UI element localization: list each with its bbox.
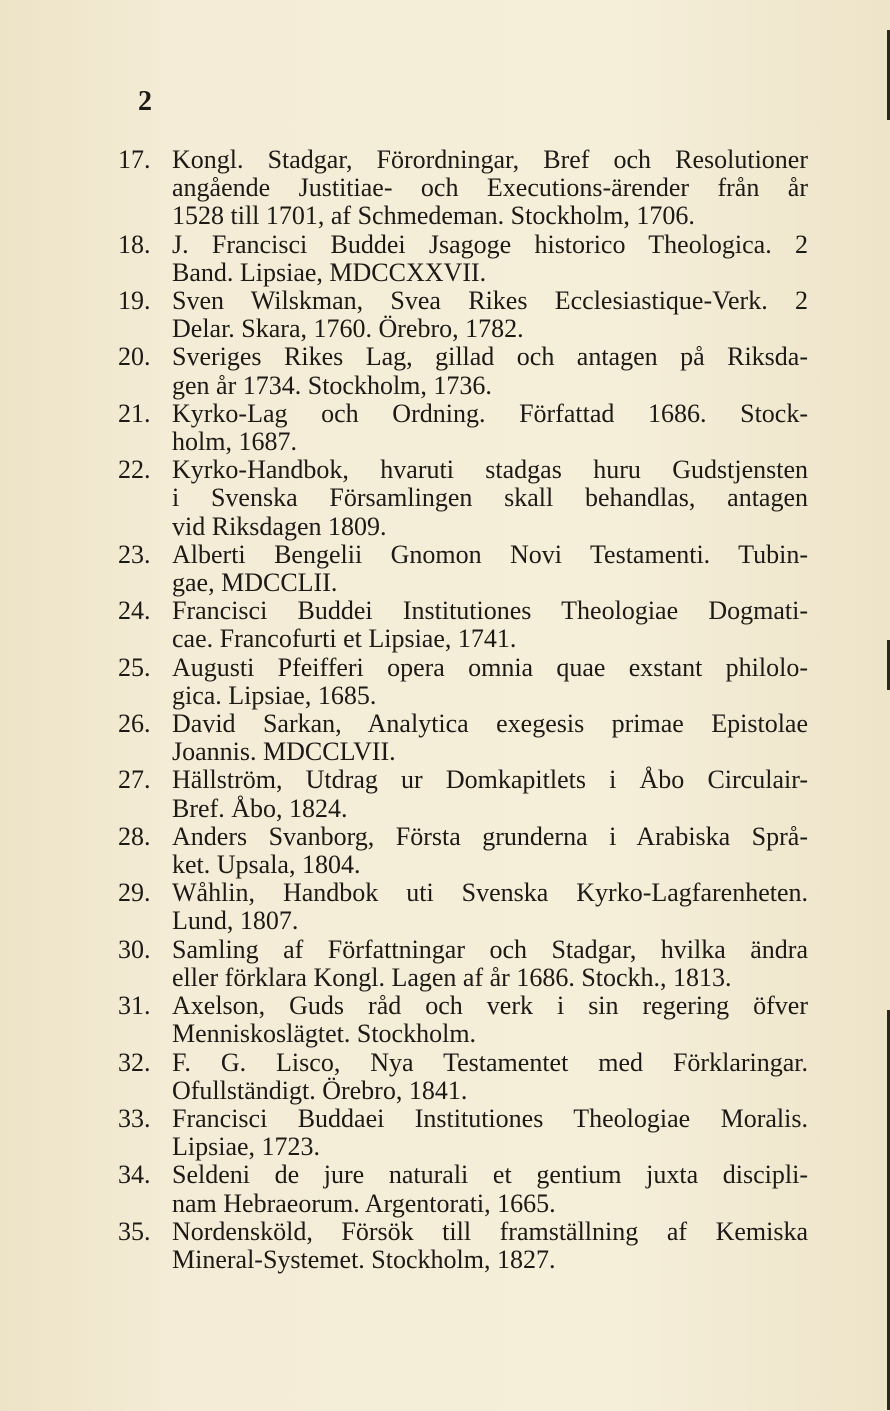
entry-text-line: Sveriges Rikes Lag, gillad och antagen på Riksda- [172, 342, 808, 372]
entry-text-line: Mineral-Systemet. Stockholm, 1827. [172, 1244, 556, 1274]
entry-text-line: Bref. Åbo, 1824. [172, 793, 348, 823]
entry-text-line: David Sarkan, Analytica exegesis primae Epistolae [172, 709, 808, 739]
entry-number: 34. [118, 1160, 151, 1190]
entry-number: 26. [118, 709, 151, 739]
entry-text-line: Augusti Pfeifferi opera omnia quae exstant philolo- [172, 652, 808, 682]
entry-text-line: Axelson, Guds råd och verk i sin regering öfver [172, 991, 808, 1021]
entry-number: 32. [118, 1047, 151, 1077]
entry-text-line: gae, MDCCLII. [172, 568, 338, 598]
entry-text-line: Kyrko-Lag och Ordning. Författad 1686. Stock- [172, 398, 808, 428]
entry-text-line: Joannis. MDCCLVII. [172, 737, 396, 767]
bibliography-entry [118, 343, 808, 399]
entry-text-line: i Svenska Församlingen skall behandlas, antagen [172, 483, 808, 513]
bibliography-entry [118, 400, 808, 456]
entry-text-line: ket. Upsala, 1804. [172, 850, 361, 880]
bibliography-entry [118, 992, 808, 1048]
entry-text-line: Lund, 1807. [172, 906, 299, 936]
entry-text-line: Francisci Buddaei Institutiones Theologiae Moralis. [172, 1103, 808, 1133]
bibliography-entry [118, 146, 808, 231]
entry-number: 18. [118, 229, 151, 259]
entry-text-line: Kyrko-Handbok, hvaruti stadgas huru Gudstjensten [172, 455, 808, 485]
bibliography-entry [118, 823, 808, 879]
entry-text-line: Francisci Buddei Institutiones Theologiae Dogmati- [172, 596, 808, 626]
entry-text-line: 1528 till 1701, af Schmedeman. Stockholm, 1706. [172, 201, 695, 231]
bibliography-entry [118, 1218, 808, 1274]
entry-number: 33. [118, 1103, 151, 1133]
entry-text-line: Delar. Skara, 1760. Örebro, 1782. [172, 314, 524, 344]
entry-text-line: Alberti Bengelii Gnomon Novi Testamenti. Tubin- [172, 539, 808, 569]
entry-text-line: F. G. Lisco, Nya Testamentet med Förklaringar. [172, 1047, 808, 1077]
bibliography-entry [118, 597, 808, 653]
entry-number: 19. [118, 286, 151, 316]
bibliography-entry [118, 1049, 808, 1105]
entry-number: 22. [118, 455, 151, 485]
entry-number: 28. [118, 821, 151, 851]
bibliography-entry [118, 879, 808, 935]
entry-text-line: Wåhlin, Handbok uti Svenska Kyrko-Lagfarenheten. [172, 878, 808, 908]
entry-text-line: Menniskoslägtet. Stockholm. [172, 1019, 477, 1049]
entry-text-line: J. Francisci Buddei Jsagoge historico Theologica. 2 [172, 229, 808, 259]
entry-text-line: Kongl. Stadgar, Förordningar, Bref och Resolutioner [172, 145, 808, 174]
entry-text-line: Hällström, Utdrag ur Domkapitlets i Åbo Circulair- [172, 765, 808, 795]
entry-text-line: vid Riksdagen 1809. [172, 511, 387, 541]
bibliography-entry [118, 541, 808, 597]
entry-text-line: gica. Lipsiae, 1685. [172, 680, 377, 710]
bibliography-entry [118, 710, 808, 766]
entry-text-line: Nordensköld, Försök till framställning af Kemiska [172, 1216, 808, 1246]
entry-number: 35. [118, 1216, 151, 1246]
bibliography-entry [118, 766, 808, 822]
entry-text-line: Band. Lipsiae, MDCCXXVII. [172, 257, 487, 287]
entry-number: 17. [118, 145, 151, 174]
entry-text-line: Lipsiae, 1723. [172, 1132, 321, 1162]
entry-text-line: Anders Svanborg, Första grunderna i Arabiska Språ- [172, 821, 808, 851]
entry-number: 31. [118, 991, 151, 1021]
entry-number: 21. [118, 398, 151, 428]
entry-number: 20. [118, 342, 151, 372]
entry-text-line: Samling af Författningar och Stadgar, hvilka ändra [172, 934, 808, 964]
bibliography-entry [118, 1105, 808, 1161]
entry-text-line: holm, 1687. [172, 427, 297, 457]
bibliography-entry [118, 1161, 808, 1217]
entry-text-line: Sven Wilskman, Svea Rikes Ecclesiastique-Verk. 2 [172, 286, 808, 316]
entry-number: 29. [118, 878, 151, 908]
bibliography-entry [118, 654, 808, 710]
entry-number: 25. [118, 652, 151, 682]
entry-text-line: nam Hebraeorum. Argentorati, 1665. [172, 1188, 556, 1218]
entry-text-line: cae. Francofurti et Lipsiae, 1741. [172, 624, 517, 654]
bibliography-list [118, 146, 808, 1274]
entry-number: 24. [118, 596, 151, 626]
entry-text-line: gen år 1734. Stockholm, 1736. [172, 370, 492, 400]
entry-number: 23. [118, 539, 151, 569]
page-number: 2 [138, 86, 152, 117]
entry-number: 27. [118, 765, 151, 795]
entry-text-line: Seldeni de jure naturali et gentium juxta discipli- [172, 1160, 808, 1190]
entry-text-line: Ofullständigt. Örebro, 1841. [172, 1075, 468, 1105]
entry-text-line: angående Justitiae- och Executions-ärender från år [172, 173, 808, 203]
bibliography-entry [118, 231, 808, 287]
bibliography-entry [118, 287, 808, 343]
entry-number: 30. [118, 934, 151, 964]
entry-text-line: eller förklara Kongl. Lagen af år 1686. Stockh., 1813. [172, 962, 732, 992]
bibliography-entry [118, 936, 808, 992]
bibliography-entry [118, 456, 808, 541]
